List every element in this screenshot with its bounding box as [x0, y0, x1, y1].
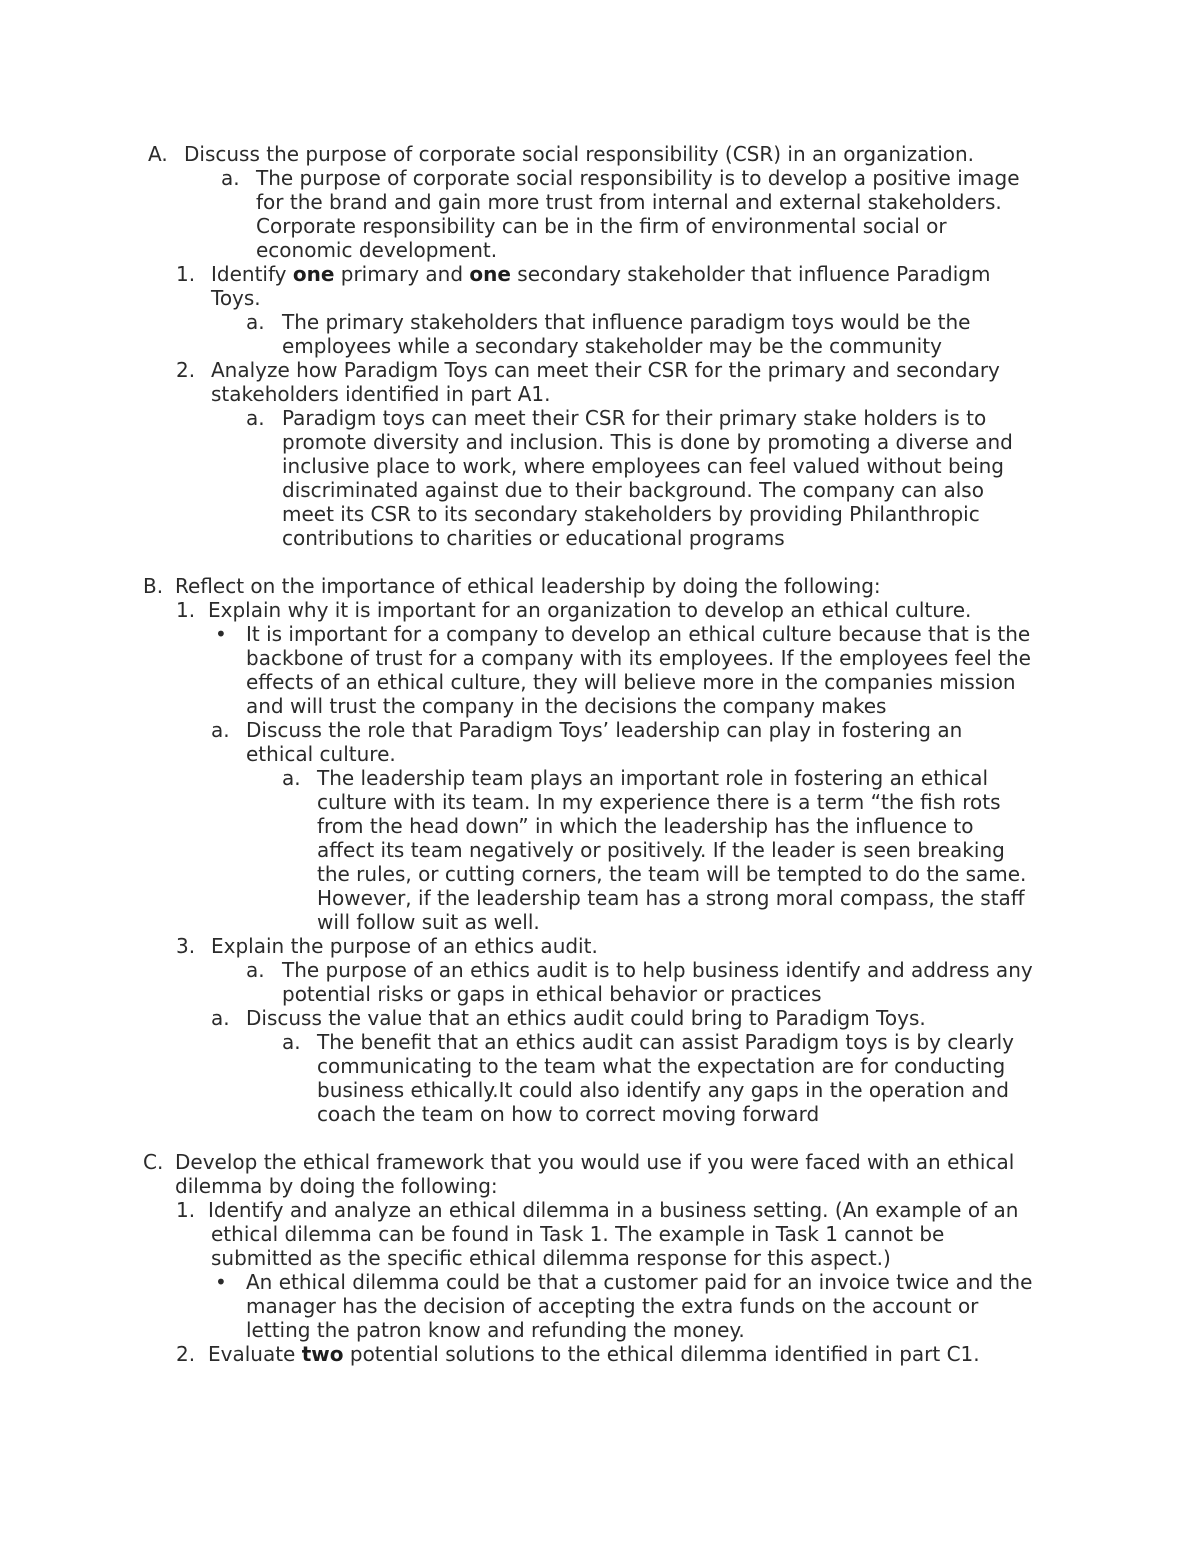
a-item1-answer-line: The primary stakeholders that influence paradigm toys would be the — [282, 310, 971, 334]
section-a-marker: A. — [148, 142, 168, 166]
a-item2-marker: 2. — [176, 358, 196, 382]
emphasis-two: two — [301, 1342, 344, 1366]
c-item2-text: Evaluate two potential solutions to the ethical dilemma identified in part C1. — [208, 1342, 980, 1366]
section-a-answer-line: The purpose of corporate social responsibility is to develop a positive image — [256, 166, 1020, 190]
section-c-heading: Develop the ethical framework that you would use if you were faced with an ethical — [175, 1150, 1015, 1174]
c-item1-line: Identify and analyze an ethical dilemma in a business setting. (An example of an — [208, 1198, 1019, 1222]
b-item1-sub-a-answer-line: The leadership team plays an important role in fostering an ethical — [317, 766, 989, 790]
section-c-marker: C. — [143, 1150, 164, 1174]
b-item1-sub-a-answer-marker: a. — [282, 766, 301, 790]
c-item2-marker: 2. — [176, 1342, 196, 1366]
b-item3-sub-a-marker: a. — [211, 1006, 230, 1030]
a-item2-answer-line: meet its CSR to its secondary stakeholders by providing Philanthropic — [282, 502, 980, 526]
b-item3-sub-a-answer-line: communicating to the team what the expectation are for conducting — [317, 1054, 1006, 1078]
a-item2-answer-line: contributions to charities or educational programs — [282, 526, 785, 550]
emphasis-one: one — [469, 262, 511, 286]
section-b-heading: Reflect on the importance of ethical leadership by doing the following: — [175, 574, 881, 598]
b-item1-marker: 1. — [176, 598, 196, 622]
b-item3-answer-marker: a. — [246, 958, 265, 982]
section-a-answer-line: economic development. — [256, 238, 498, 262]
b-item1-bullet-line: effects of an ethical culture, they will believe more in the companies mission — [246, 670, 1016, 694]
a-item2-answer-marker: a. — [246, 406, 265, 430]
b-item1-sub-a-line: Discuss the role that Paradigm Toys’ leadership can play in fostering an — [246, 718, 963, 742]
b-item1-bullet-line: and will trust the company in the decisions the company makes — [246, 694, 887, 718]
b-item3-sub-a-answer-marker: a. — [282, 1030, 301, 1054]
b-item3-marker: 3. — [176, 934, 196, 958]
b-item1-bullet-line: backbone of trust for a company with its employees. If the employees feel the — [246, 646, 1031, 670]
b-item3-answer-line: The purpose of an ethics audit is to help business identify and address any — [282, 958, 1033, 982]
a-item2-answer-line: promote diversity and inclusion. This is done by promoting a diverse and — [282, 430, 1013, 454]
section-a-answer-marker: a. — [221, 166, 240, 190]
emphasis-one: one — [292, 262, 335, 286]
b-item1-text: Explain why it is important for an organization to develop an ethical culture. — [208, 598, 972, 622]
b-item3-sub-a-text: Discuss the value that an ethics audit could bring to Paradigm Toys. — [246, 1006, 926, 1030]
a-item2-answer-line: Paradigm toys can meet their CSR for their primary stake holders is to — [282, 406, 987, 430]
c-item1-bullet-marker: • — [215, 1270, 227, 1294]
c-item1-bullet-line: letting the patron know and refunding the money. — [246, 1318, 745, 1342]
c-item1-marker: 1. — [176, 1198, 196, 1222]
section-b-marker: B. — [143, 574, 164, 598]
section-c-heading: dilemma by doing the following: — [175, 1174, 498, 1198]
b-item1-sub-a-answer-line: However, if the leadership team has a strong moral compass, the staff — [317, 886, 1025, 910]
b-item1-sub-a-answer-line: affect its team negatively or positively. If the leader is seen breaking — [317, 838, 1005, 862]
a-item1-text: Identify one primary and one secondary stakeholder that influence Paradigm — [211, 262, 991, 286]
b-item1-sub-a-answer-line: culture with its team. In my experience there is a term “the fish rots — [317, 790, 1001, 814]
a-item2-answer-line: discriminated against due to their background. The company can also — [282, 478, 984, 502]
b-item3-answer-line: potential risks or gaps in ethical behavior or practices — [282, 982, 822, 1006]
b-item3-sub-a-answer-line: The benefit that an ethics audit can assist Paradigm toys is by clearly — [317, 1030, 1015, 1054]
a-item2-line: Analyze how Paradigm Toys can meet their CSR for the primary and secondary — [211, 358, 1000, 382]
c-item1-line: ethical dilemma can be found in Task 1. The example in Task 1 cannot be — [211, 1222, 945, 1246]
a-item2-line: stakeholders identified in part A1. — [211, 382, 551, 406]
b-item3-sub-a-answer-line: business ethically.It could also identify any gaps in the operation and — [317, 1078, 1009, 1102]
c-item1-line: submitted as the specific ethical dilemma response for this aspect.) — [211, 1246, 891, 1270]
c-item1-bullet-line: An ethical dilemma could be that a customer paid for an invoice twice and the — [246, 1270, 1033, 1294]
a-item1-text-cont: Toys. — [211, 286, 261, 310]
section-a-heading: Discuss the purpose of corporate social responsibility (CSR) in an organization. — [184, 142, 975, 166]
a-item1-answer-line: employees while a secondary stakeholder may be the community — [282, 334, 942, 358]
b-item3-text: Explain the purpose of an ethics audit. — [211, 934, 598, 958]
section-a-answer-line: Corporate responsibility can be in the firm of environmental social or — [256, 214, 947, 238]
b-item1-sub-a-marker: a. — [211, 718, 230, 742]
c-item1-bullet-line: manager has the decision of accepting the extra funds on the account or — [246, 1294, 979, 1318]
a-item1-marker: 1. — [176, 262, 196, 286]
a-item1-answer-marker: a. — [246, 310, 265, 334]
a-item2-answer-line: inclusive place to work, where employees can feel valued without being — [282, 454, 1004, 478]
b-item1-sub-a-line: ethical culture. — [246, 742, 396, 766]
b-item1-bullet-line: It is important for a company to develop an ethical culture because that is the — [246, 622, 1031, 646]
section-a-answer-line: for the brand and gain more trust from internal and external stakeholders. — [256, 190, 1002, 214]
b-item1-sub-a-answer-line: from the head down” in which the leadership has the influence to — [317, 814, 974, 838]
b-item1-sub-a-answer-line: the rules, or cutting corners, the team will be tempted to do the same. — [317, 862, 1027, 886]
b-item3-sub-a-answer-line: coach the team on how to correct moving forward — [317, 1102, 820, 1126]
b-item1-bullet-marker: • — [215, 622, 227, 646]
b-item1-sub-a-answer-line: will follow suit as well. — [317, 910, 540, 934]
